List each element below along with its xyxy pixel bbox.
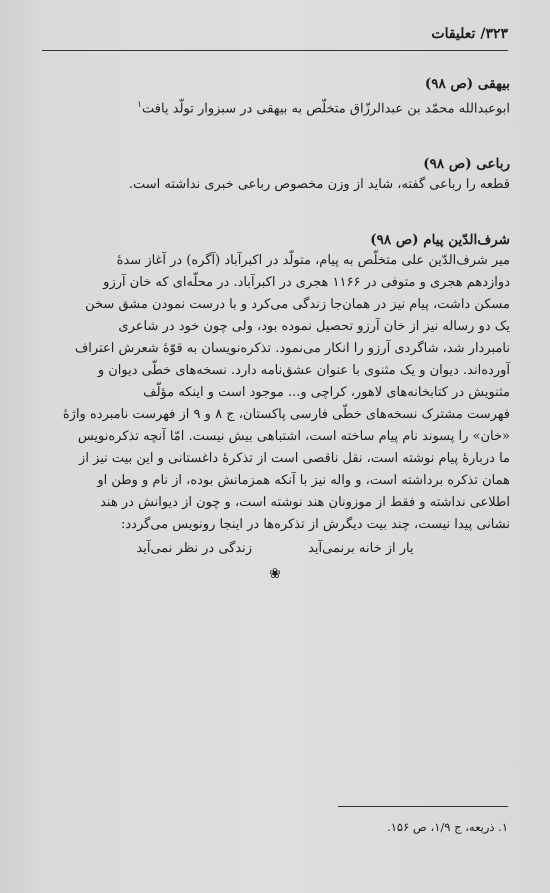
text-line: دوازدهم هجری و متوفی در ۱۱۶۶ هجری در اکبرآباد. در محلّه‌ای که خان آرزو bbox=[103, 275, 510, 291]
entry-body bbox=[40, 94, 510, 120]
text-line: اطلاعی نداشته و فقط از موزونان هند نوشته است، و چون از دیوانش در هند bbox=[100, 495, 510, 511]
entry-heading: رباعی (ص ۹۸) bbox=[423, 156, 510, 173]
text-line: مثنویش در کتابخانه‌های لاهور، کراچی و... موجود است و اینکه مؤلّف bbox=[143, 385, 510, 401]
text-line: نشانی پیدا نیست، چند بیت دیگرش از تذکره‌ها در اینجا رونویس می‌گردد: bbox=[121, 517, 510, 533]
text-line-content: ابوعبدالله محمّد بن عبدالرزّاق متخلّص به بیهقی در سبزوار تولّد یافت bbox=[142, 101, 510, 117]
text-line: همان تذکره برداشته است، و واله نیز با آنکه همزمانش بوده، از نام و وطن او bbox=[97, 473, 510, 489]
footnote-reference[interactable]: ۱ bbox=[137, 100, 142, 110]
entry-body bbox=[40, 250, 510, 536]
text-line: ما دربارهٔ پیام نوشته است، نقل ناقصی است از تذکرهٔ داغستانی و این بیت نیز از bbox=[79, 451, 510, 467]
verse-hemistich-first: یار از خانه برنمی‌آید bbox=[308, 541, 414, 557]
entry-sharafeddin-payam bbox=[40, 230, 510, 582]
page-content bbox=[40, 74, 510, 616]
text-line: «خان» را پسوند نام پیام ساخته است، اشتباهی بیش نیست. امّا آنچه تذکره‌نویس bbox=[77, 429, 510, 445]
text-line bbox=[40, 94, 510, 120]
text-line: میر شرف‌الدّین علی متخلّص به پیام، متولّد در اکبرآباد (آگره) در آغاز سدهٔ bbox=[116, 253, 510, 269]
running-head: ۳۲۳/ تعلیقات bbox=[431, 26, 508, 42]
footnote-rule bbox=[338, 806, 508, 807]
entry-body bbox=[40, 174, 510, 196]
entry-heading: بیهقی (ص ۹۸) bbox=[424, 76, 510, 92]
text-line: آورده‌اند. دیوان و یک مثنوی با عنوان عشق‌نامه دارد. نسخه‌های خطّی دیوان و bbox=[97, 363, 510, 379]
verse-hemistich-second: زندگی در نظر نمی‌آید bbox=[136, 541, 253, 557]
text-line: مسکن داشت، پیام نیز در همان‌جا زندگی می‌کرد و با درست نمودن مشق سخن bbox=[85, 297, 510, 313]
text-line: نامبردار شد، شاگردی آرزو را انکار می‌نمود. تذکره‌نویسان به قوّهٔ شعرش اعتراف bbox=[74, 341, 510, 357]
verse-couplet bbox=[40, 538, 510, 560]
entry-robai bbox=[40, 154, 510, 196]
header-rule bbox=[42, 50, 508, 51]
text-line: قطعه را رباعی گفته، شاید از وزن مخصوص رباعی خبری نداشته است. bbox=[128, 177, 510, 193]
footnote: ۱. ذریعه، ج ۱/۹، ص ۱۵۶. bbox=[387, 820, 508, 834]
flower-ornament-icon: ❀ bbox=[269, 566, 281, 583]
entry-heading: شرف‌الدّین پیام (ص ۹۸) bbox=[370, 232, 510, 249]
entry-beyhaqi bbox=[40, 74, 510, 120]
text-line: فهرست مشترک نسخه‌های خطّی فارسی پاکستان، ج ۸ و ۹ از فهرست نامبرده واژهٔ bbox=[62, 407, 510, 423]
text-line: یک دو رساله نیز از خان آرزو تحصیل نموده بود، ولی چون خود در شاعری bbox=[118, 319, 510, 335]
